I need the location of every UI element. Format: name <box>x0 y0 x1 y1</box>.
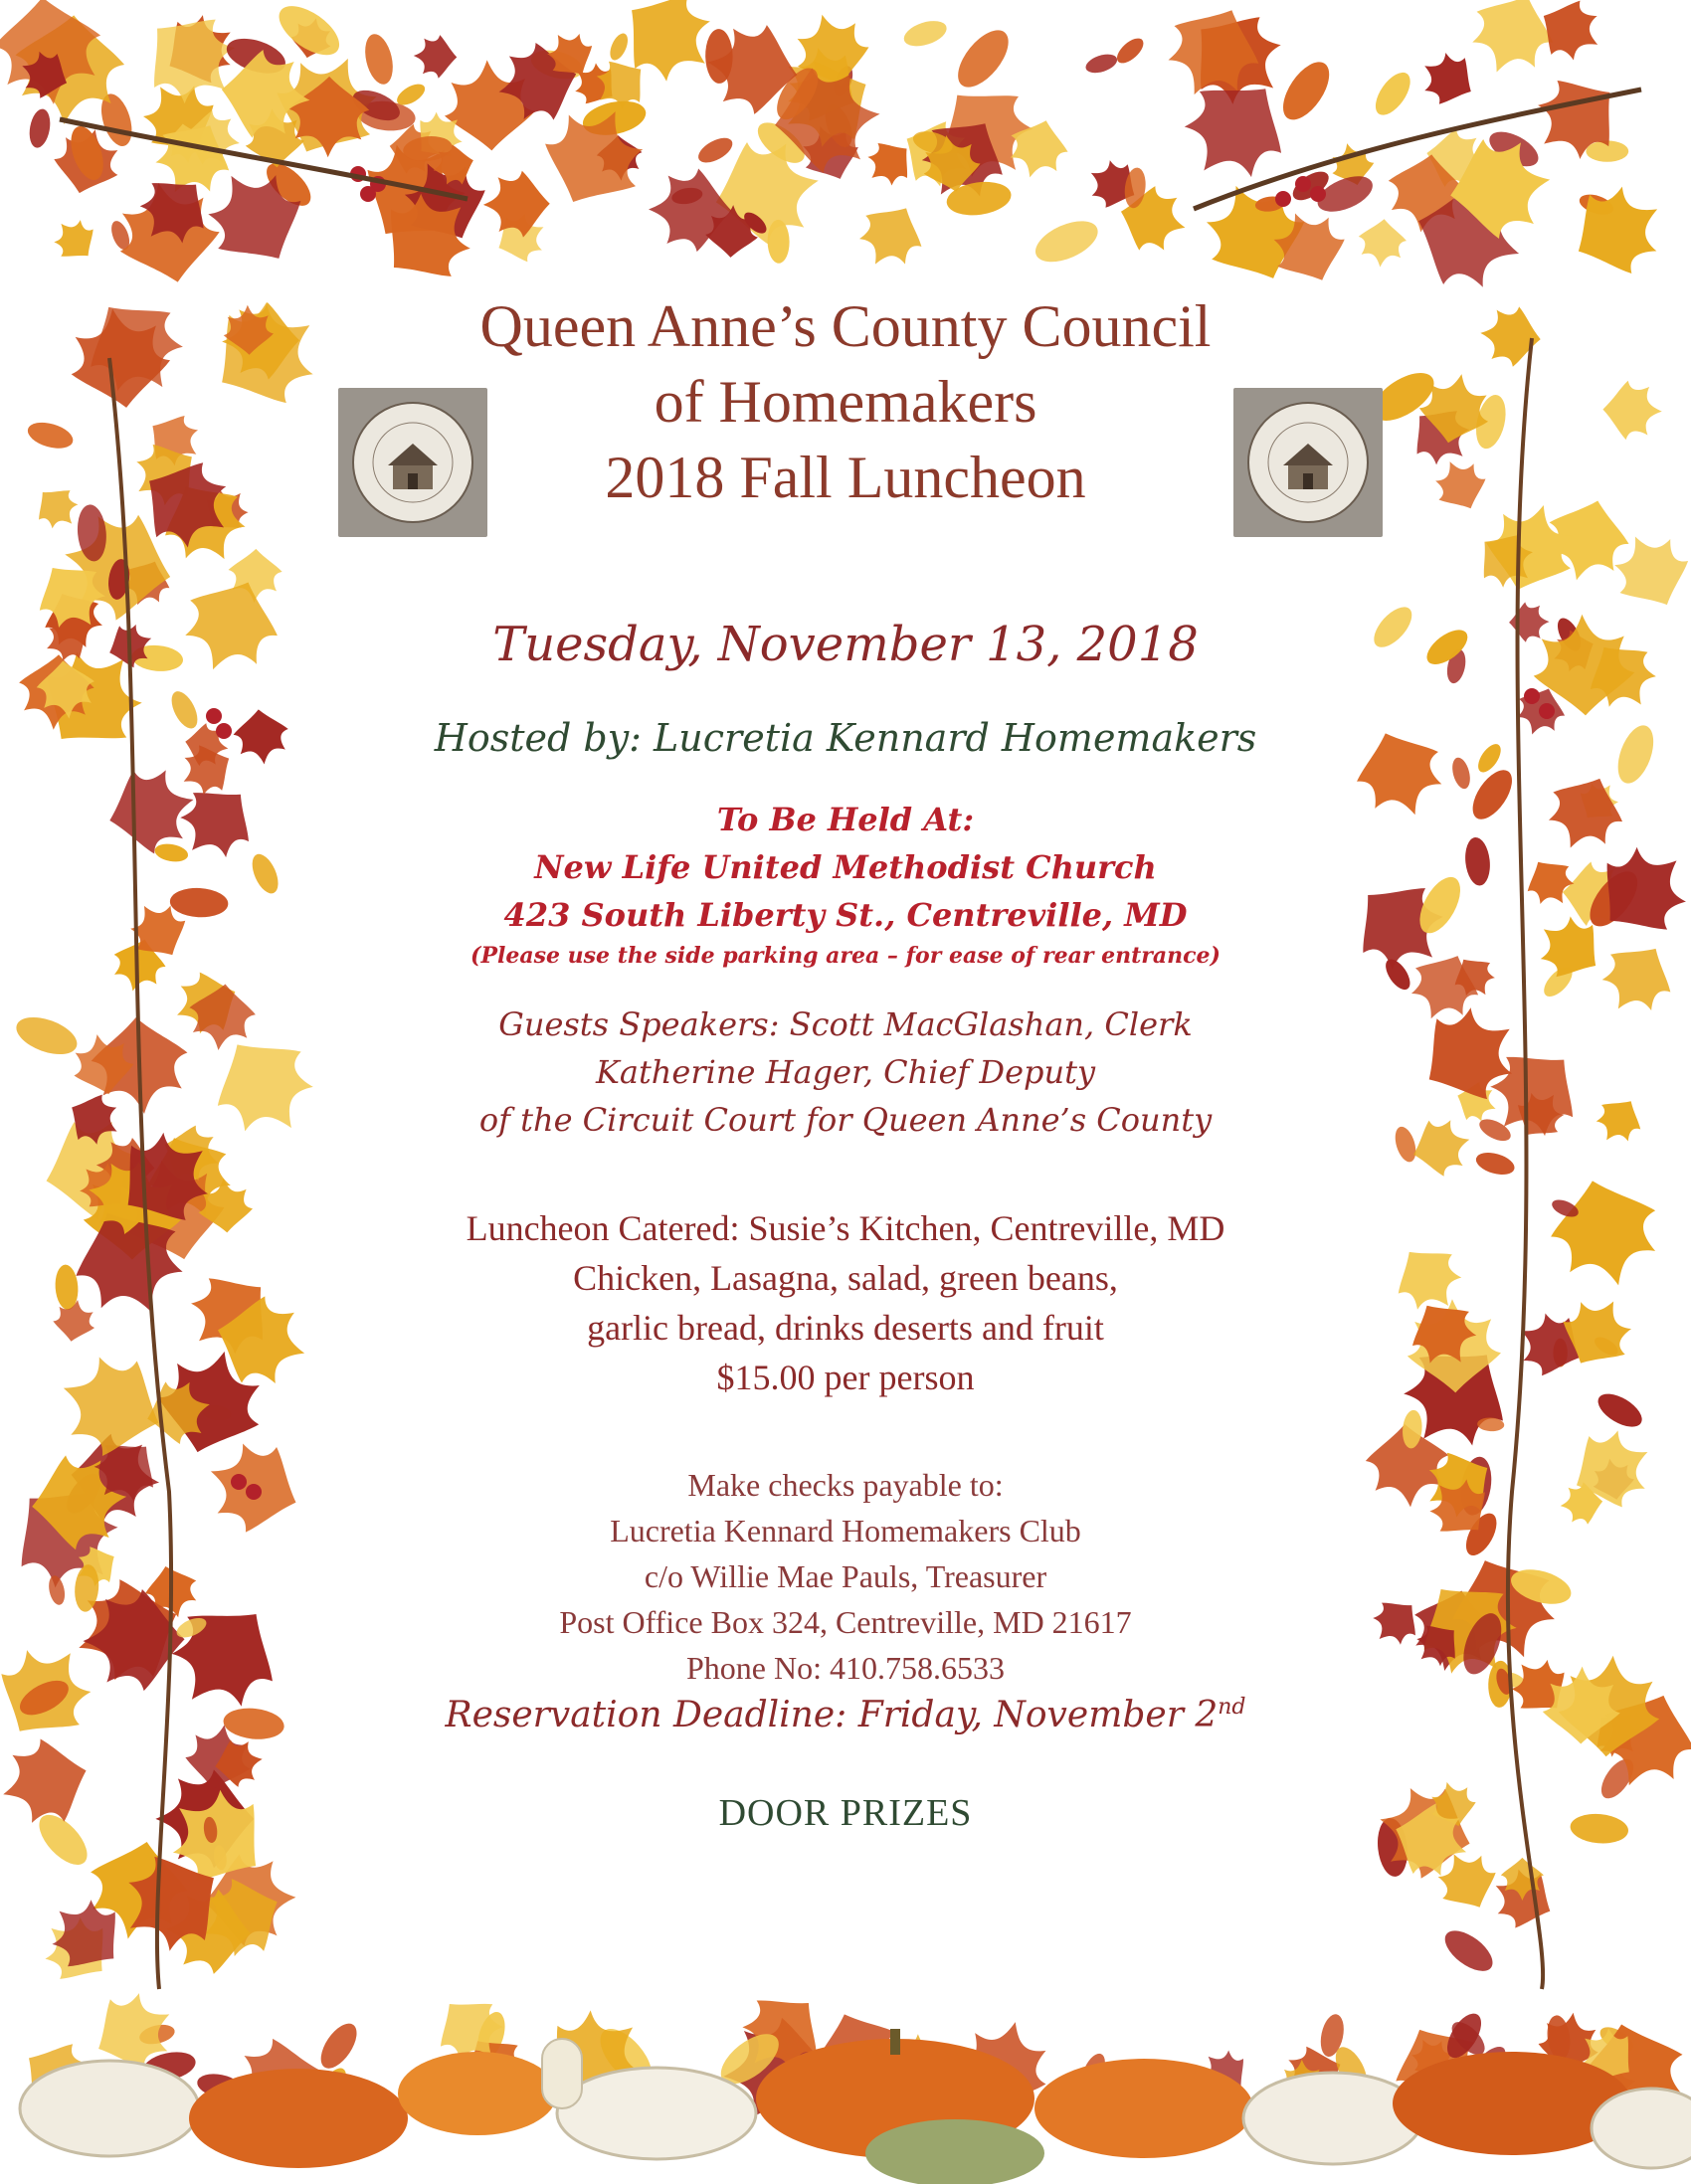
leaf-icon <box>1593 1387 1647 1434</box>
berry-icon <box>246 1484 262 1500</box>
leaf-icon <box>169 886 229 918</box>
leaf-icon <box>314 2018 364 2075</box>
leaf-icon <box>949 22 1019 96</box>
leaf-icon <box>1589 930 1686 1027</box>
payment-line-3: c/o Willie Mae Pauls, Treasurer <box>644 1558 1047 1594</box>
homemakers-seal-right <box>1233 388 1383 537</box>
leaf-icon <box>27 107 53 149</box>
leaf-icon <box>1030 213 1104 271</box>
leaf-icon <box>1509 602 1550 642</box>
location-block <box>328 796 1363 973</box>
leaf-icon <box>1463 836 1492 887</box>
location-heading: To Be Held At: <box>716 801 975 838</box>
leaf-icon <box>1465 764 1520 826</box>
title-line-3: 2018 Fall Luncheon <box>605 445 1086 510</box>
berry-icon <box>206 708 222 724</box>
venue-address: 423 South Liberty St., Centreville, MD <box>503 896 1188 934</box>
leaf-icon <box>1473 1149 1517 1179</box>
leaf-icon <box>247 850 283 897</box>
berry-icon <box>1295 176 1311 192</box>
leaf-icon <box>901 16 950 51</box>
menu-line-2: garlic bread, drinks deserts and fruit <box>587 1308 1104 1348</box>
event-host: Hosted by: Lucretia Kennard Homemakers <box>434 716 1257 760</box>
title-line-2: of Homemakers <box>654 369 1037 435</box>
payment-block <box>328 1462 1363 1691</box>
leaf-icon <box>11 1010 82 1062</box>
title-line-1: Queen Anne’s County Council <box>479 293 1212 359</box>
leaf-icon <box>1407 1112 1477 1183</box>
leaf-icon <box>1113 34 1148 68</box>
leaf-icon <box>166 687 203 732</box>
leaf-icon <box>1368 601 1419 653</box>
leaf-icon <box>1369 67 1416 121</box>
deadline-text: Reservation Deadline: Friday, November 2 <box>445 1695 1219 1735</box>
leaf-icon <box>222 1706 285 1742</box>
speaker-line-3: of the Circuit Court for Queen Anne’s County <box>478 1101 1213 1139</box>
leaf-icon <box>45 210 104 270</box>
deadline-suffix: nd <box>1218 1695 1246 1720</box>
leaf-icon <box>193 281 337 426</box>
leaf-icon <box>413 34 458 79</box>
leaf-icon <box>1438 1923 1500 1979</box>
berry-icon <box>360 186 376 202</box>
payment-line-4: Post Office Box 324, Centreville, MD 21617 <box>559 1604 1132 1640</box>
leaf-icon <box>153 841 189 864</box>
leaf-icon <box>1477 303 1544 370</box>
leaf-icon <box>1558 170 1678 290</box>
leaf-icon <box>1421 624 1474 671</box>
payment-line-1: Make checks payable to: <box>687 1467 1004 1503</box>
leaf-icon <box>99 758 204 862</box>
flyer-content <box>328 288 1363 1835</box>
leaf-icon <box>847 193 934 279</box>
parking-note: (Please use the side parking area – for ease of rear entrance) <box>470 943 1221 969</box>
berry-icon <box>1539 703 1555 719</box>
caterer-line: Luncheon Catered: Susie’s Kitchen, Centreville, MD <box>466 1208 1225 1248</box>
venue-name: New Life United Methodist Church <box>534 848 1157 886</box>
leaf-icon <box>1356 217 1408 269</box>
berry-icon <box>1275 191 1291 207</box>
leaf-icon <box>694 133 736 168</box>
leaf-icon <box>1411 43 1483 114</box>
leaf-icon <box>1392 1124 1419 1164</box>
berry-icon <box>216 723 232 739</box>
speaker-line-2: Katherine Hager, Chief Deputy <box>595 1053 1096 1091</box>
luncheon-block <box>328 1203 1363 1402</box>
leaf-icon <box>231 706 291 767</box>
door-prizes: DOOR PRIZES <box>718 1792 973 1834</box>
leaf-icon <box>1449 756 1473 791</box>
leaf-icon <box>1274 55 1339 128</box>
leaf-icon <box>1611 721 1661 789</box>
price-line: $15.00 per person <box>716 1358 975 1397</box>
leaf-icon <box>1569 1812 1629 1846</box>
speakers-block <box>328 1001 1363 1144</box>
leaf-icon <box>47 1574 68 1606</box>
leaf-icon <box>1381 955 1414 994</box>
reservation-deadline <box>328 1695 1363 1735</box>
menu-line-1: Chicken, Lasagna, salad, green beans, <box>573 1258 1118 1298</box>
leaf-icon <box>1083 51 1119 77</box>
leaf-icon <box>25 418 76 453</box>
leaf-icon <box>1588 1089 1651 1153</box>
berry-icon <box>1524 688 1540 704</box>
leaf-icon <box>607 31 632 63</box>
leaf-icon <box>1363 1589 1429 1656</box>
berry-icon <box>1310 186 1326 202</box>
payment-line-2: Lucretia Kennard Homemakers Club <box>610 1513 1081 1548</box>
leaf-icon <box>1540 1168 1670 1298</box>
leaf-icon <box>1601 380 1662 441</box>
seal-emblem-icon <box>1243 398 1373 527</box>
phone-number: Phone No: 410.758.6533 <box>686 1650 1005 1686</box>
title-block <box>328 288 1363 587</box>
leaf-icon <box>767 220 790 264</box>
event-date: Tuesday, November 13, 2018 <box>492 617 1199 672</box>
berry-icon <box>231 1474 247 1490</box>
leaf-icon <box>361 32 398 88</box>
seal-emblem-icon <box>348 398 477 527</box>
homemakers-seal-left <box>338 388 487 537</box>
leaf-icon <box>1536 764 1634 862</box>
speaker-line-1: Guests Speakers: Scott MacGlashan, Clerk <box>498 1005 1193 1043</box>
